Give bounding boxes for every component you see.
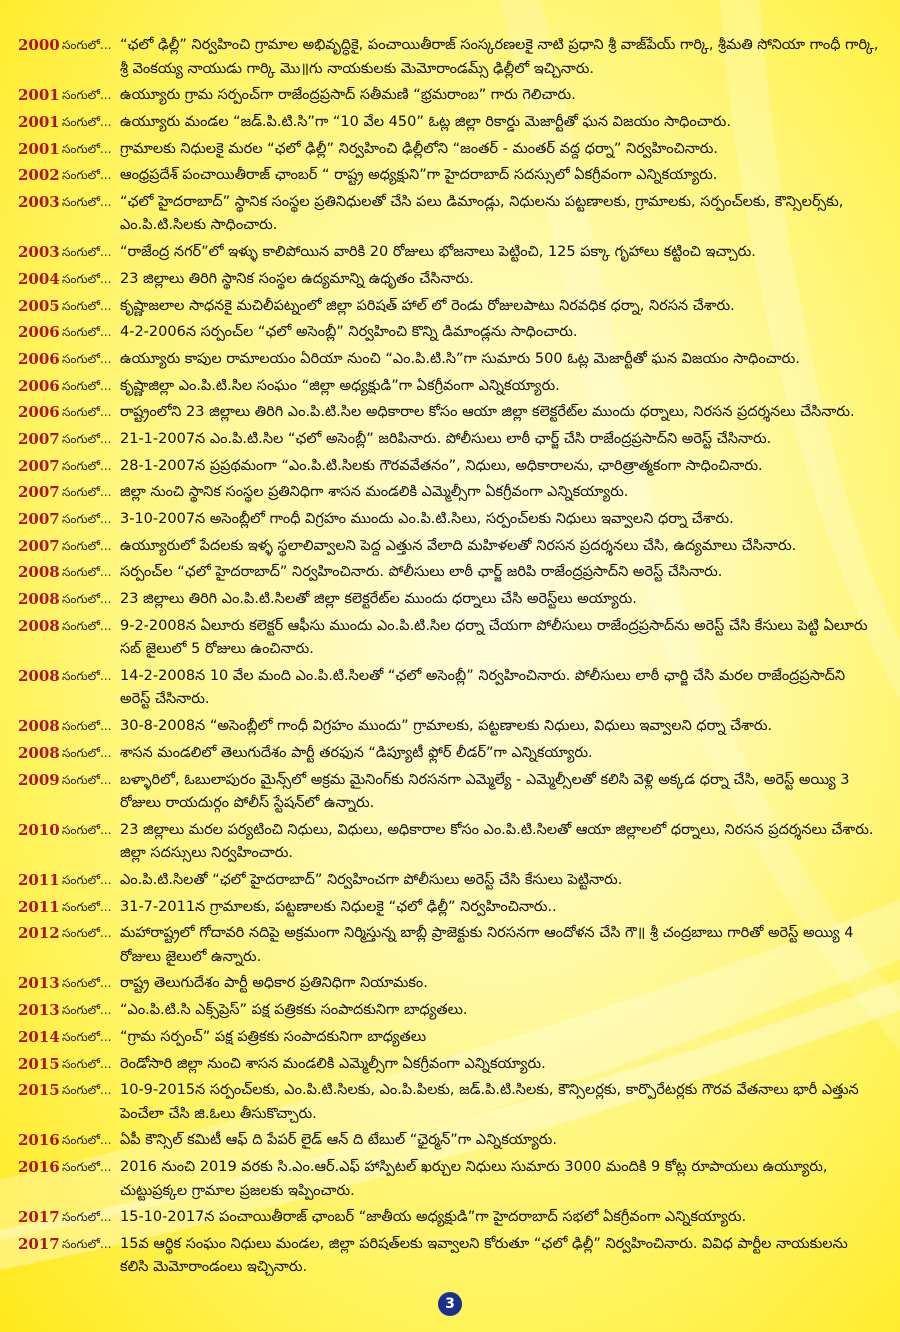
entry-year: 2008 — [18, 590, 60, 609]
entry-year: 2002 — [18, 166, 60, 185]
entry-text: “ఛలో ఢిల్లీ” నిర్వహించి గ్రామాల అభివృద్ధికై, పంచాయితీరాజ్ సంస్కరణలకై నాటి ప్రధాని శ్రీ వాజ్‌పేయ్ గార్కి, శ్రీమతి సోనియా గాంధీ గార్కి, శ్రీ వెంకయ్య నాయుడు గార్కి మొ॥గు నాయకులకు మెమోరాండమ్స్ ఢిల్లీలో ఇచ్చినారు. — [120, 37, 879, 77]
timeline-entry — [18, 321, 880, 345]
entry-text: జిల్లా నుంచి స్థానిక సంస్థల ప్రతినిధిగా శాసన మండలికి ఎమ్మెల్సీగా ఏకగ్రీవంగా ఎన్నికయ్యారు. — [120, 484, 629, 501]
entry-era-label: సంగులో... — [62, 431, 112, 446]
entry-year: 2008 — [18, 563, 60, 582]
entry-era-label: సంగులో... — [62, 1003, 112, 1018]
entry-text: ఉయ్యూరు మండల “జడ్.పి.టి.సి”గా “10 వేల 450” ఓట్ల జిల్లా రికార్డు మెజార్టీతో ఘన విజయం సాధించారు. — [120, 113, 731, 130]
entry-text: “గ్రామ సర్పంచ్” పక్ష పత్రికకు సంపాదకునిగా బాధ్యతలు — [120, 1028, 427, 1045]
timeline-entry — [18, 84, 880, 108]
entry-era-label: సంగులో... — [62, 719, 112, 734]
entry-era-label: సంగులో... — [62, 405, 112, 420]
entry-era-label: సంగులో... — [62, 1133, 112, 1148]
entry-era-label: సంగులో... — [62, 141, 112, 156]
entry-era-label: సంగులో... — [62, 245, 112, 260]
entry-era-label: సంగులో... — [62, 1236, 112, 1251]
entry-text: 31-7-2011న గ్రామాలకు, పట్టణాలకు నిధులకై “ఛలో ఢిల్లీ” నిర్వహించినారు.. — [120, 898, 557, 915]
timeline-entry — [18, 1026, 880, 1050]
entry-year: 2013 — [18, 974, 60, 993]
timeline-entry — [18, 1156, 880, 1203]
timeline-entry — [18, 561, 880, 585]
entry-text: ఆంధ్రప్రదేశ్ పంచాయితీరాజ్ ఛాంబర్ “ రాష్ట్ర అధ్యక్షుని”గా హైదరాబాద్ సదస్సులో ఏకగ్రీవంగా ఎన్నికయ్యారు. — [120, 167, 718, 184]
entry-year: 2006 — [18, 323, 60, 342]
entry-era-label: సంగులో... — [62, 1056, 112, 1071]
entry-text: రాష్ట్ర తెలుగుదేశం పార్టీ అధికార ప్రతినిధిగా నియామకం. — [120, 975, 428, 992]
entry-year: 2011 — [18, 897, 60, 916]
entry-year: 2000 — [18, 36, 60, 54]
entry-text: ఉయ్యూరు కాపుల రామాలయం ఏరియా నుంచి “ఎం.పి.టి.సి”గా సుమారు 500 ఓట్ల మెజార్టీతో ఘన విజయం సాధించారు. — [120, 350, 800, 367]
entry-year: 2011 — [18, 870, 60, 889]
entry-era-label: సంగులో... — [62, 538, 112, 553]
entry-text: ఎం.పి.టి.సిలతో “ఛలో హైదరాబాద్” నిర్వహించగా పోలీసులు అరెస్ట్ చేసి కేసులు పెట్టినారు. — [120, 871, 623, 888]
entry-era-label: సంగులో... — [62, 926, 112, 941]
timeline-entry — [18, 375, 880, 399]
entry-text: 2016 నుంచి 2019 వరకు సి.ఎం.ఆర్.ఎఫ్ హాస్పిటల్ ఖర్చుల నిధులు సుమారు 3000 మందికి 9 కోట్ల రూపాయలు ఉయ్యూరు, చుట్టుప్రక్కల గ్రామాల ప్రజలకు ఇప్పించారు. — [120, 1159, 828, 1199]
timeline-entry — [18, 819, 880, 866]
entry-text: 4-2-2006న సర్పంచ్‌ల “ఛలో అసెంబ్లీ” నిర్వహించి కొన్ని డిమాండ్లను సాధించారు. — [120, 324, 578, 341]
entry-era-label: సంగులో... — [62, 485, 112, 500]
entry-year: 2007 — [18, 483, 60, 502]
timeline-entry — [18, 715, 880, 739]
entry-year: 2017 — [18, 1208, 60, 1227]
entry-text: 14-2-2008న 10 వేల మంది ఎం.పి.టి.సిలతో “ఛలో అసెంబ్లీ” నిర్వహించినారు. పోలీసులు లాఠీ ఛార్జి చేసి మరల రాజేంద్రప్రసాద్‌ని అరెస్ట్ చేసినారు. — [120, 667, 846, 708]
timeline-entry — [18, 972, 880, 996]
entry-year: 2016 — [18, 1158, 60, 1177]
timeline-entry — [18, 481, 880, 505]
timeline-entry — [18, 111, 880, 135]
entry-era-label: సంగులో... — [62, 1210, 112, 1225]
entry-text: 10-9-2015న సర్పంచ్‌లకు, ఎం.పి.టి.సిలకు, ఎం.పి.పిలకు, జడ్.పి.టి.సిలకు, కౌన్సిలర్లకు, కార్పొరేటర్లకు గౌరవ వేతనాలు భారీ ఎత్తున పెంచేలా చేసి జి.ఓలు తీసుకొచ్చారు. — [120, 1082, 859, 1122]
entry-year: 2007 — [18, 536, 60, 555]
timeline-entry — [18, 615, 880, 662]
entry-era-label: సంగులో... — [62, 745, 112, 760]
entry-text: 15వ ఆర్థిక సంఘం నిధులు మండల, జిల్లా పరిషత్‌లకు ఇవ్వాలని కోరుతూ “ఛలో ఢిల్లీ” నిర్వహించినారు. వివిధ పార్టీల నాయకులను కలిసి మెమోరాండంలు ఇచ్చినారు. — [120, 1235, 848, 1276]
entry-year: 2012 — [18, 924, 60, 943]
entry-year: 2010 — [18, 820, 60, 839]
entry-text: 3-10-2007న అసెంబ్లీలో గాంధీ విగ్రహం ముందు ఎం.పి.టి.సిలు, సర్పంచ్‌లకు నిధులు ఇవ్వాలని ధర్నా చేశారు. — [120, 511, 734, 527]
timeline-entry — [18, 588, 880, 612]
entry-year: 2007 — [18, 456, 60, 475]
entry-era-label: సంగులో... — [62, 592, 112, 607]
entry-year: 2003 — [18, 192, 60, 211]
entry-year: 2007 — [18, 510, 60, 528]
entry-text: కృష్ణాజిల్లా ఎం.పి.టి.సిల సంఘం “జిల్లా అధ్యక్షుడి”గా ఏకగ్రీవంగా ఎన్నికయ్యారు. — [120, 377, 560, 394]
entry-year: 2008 — [18, 717, 60, 736]
entry-era-label: సంగులో... — [62, 168, 112, 183]
entry-era-label: సంగులో... — [62, 512, 112, 526]
timeline-entry — [18, 922, 880, 969]
entry-text: 21-1-2007న ఎం.పి.టి.సిల “ఛలో అసెంబ్లీ” జరిపినారు. పోలీసులు లాఠీ ఛార్జ్ చేసి రాజేంద్రప్రసాద్‌ని అరెస్ట్ చేసినారు. — [120, 430, 772, 447]
entry-year: 2017 — [18, 1234, 60, 1253]
entry-text: 23 జిల్లాలు తిరిగి స్థానిక సంస్థల ఉద్యమాన్ని ఉధృతం చేసినారు. — [120, 270, 474, 287]
entry-era-label: సంగులో... — [62, 899, 112, 914]
timeline-entry — [18, 191, 880, 238]
entry-year: 2013 — [18, 1001, 60, 1020]
entry-era-label: సంగులో... — [62, 772, 112, 787]
entry-year: 2015 — [18, 1081, 60, 1100]
timeline-entry — [18, 1206, 880, 1230]
entry-era-label: సంగులో... — [62, 194, 112, 209]
entry-era-label: సంగులో... — [62, 458, 112, 473]
entry-text: రాష్ట్రంలోని 23 జిల్లాలు తిరిగి ఎం.పి.టి.సిల అధికారాల కోసం ఆయా జిల్లా కలెక్టరేట్‌ల ముందు ధర్నాలు, నిరసన ప్రదర్శనలు చేసినారు. — [120, 404, 855, 421]
entry-era-label: సంగులో... — [62, 668, 112, 683]
entry-year: 2016 — [18, 1131, 60, 1150]
timeline-entry — [18, 999, 880, 1023]
entry-year: 2006 — [18, 349, 60, 368]
entry-era-label: సంగులో... — [62, 271, 112, 286]
entry-text: గ్రామాలకు నిధులకై మరల “ఛలో ఢిల్లీ” నిర్వహించి ఢిల్లీలోని “జంతర్ - మంతర్ వద్ద ధర్నా” నిర్వహించినారు. — [120, 140, 719, 157]
timeline-entry — [18, 428, 880, 452]
entry-era-label: సంగులో... — [62, 38, 112, 52]
timeline-entry — [18, 455, 880, 479]
entry-text: 23 జిల్లాలు మరల పర్యటించి నిధులు, విధులు, అధికారాల కోసం ఎం.పి.టి.సిలతో ఆయా జిల్లాలలో ధర్నాలు, నిరసన ప్రదర్శనలు చేశారు. జిల్లా సదస్సులు నిర్వహించారు. — [120, 821, 874, 862]
entry-text: 23 జిల్లాలు తిరిగి ఎం.పి.టి.సిలతో జిల్లా కలెక్టరేట్‌ల ముందు ధర్నాలు చేసి అరెస్ట్‌లు అయ్యారు. — [120, 591, 637, 608]
timeline-entry — [18, 1079, 880, 1126]
timeline-entry — [18, 295, 880, 319]
timeline-entry — [18, 896, 880, 920]
timeline-entry — [18, 268, 880, 292]
entry-era-label: సంగులో... — [62, 298, 112, 313]
entry-era-label: సంగులో... — [62, 872, 112, 887]
entry-text: శాసన మండలిలో తెలుగుదేశం పార్టీ తరఫున “డిప్యూటీ ఫ్లోర్ లీడర్”గా ఎన్నికయ్యారు. — [120, 744, 593, 761]
entry-text: మహారాష్ట్రలో గోదావరి నదిపై అక్రమంగా నిర్మిస్తున్న బాబ్లీ ప్రాజెక్టుకు నిరసనగా ఆందోళన చేసి గౌ॥ శ్రీ చంద్రబాబు గారితో అరెస్ట్ అయ్యి 4 రోజులు జైలులో ఉన్నారు. — [120, 925, 854, 965]
entry-year: 2001 — [18, 86, 60, 105]
timeline-entry — [18, 1129, 880, 1153]
timeline-entry — [18, 742, 880, 766]
timeline-entry — [18, 665, 880, 712]
entry-text: కృష్ణాజలాల సాధనకై మచిలీపట్నంలో జిల్లా పరిషత్ హాల్ లో రెండు రోజులపాటు నిరవధిక ధర్నా, నిరసన చేశారు. — [120, 297, 735, 314]
page-number: 3 — [438, 1292, 462, 1316]
timeline-entry — [18, 1233, 880, 1280]
entry-text: బళ్ళారిలో, ఓబులాపురం మైన్స్‌లో అక్రమ మైనింగ్‌కు నిరసనగా ఎమ్మెల్యే - ఎమ్మెల్సీలతో కలిసి వెళ్లి అక్కడ ధర్నా చేసి, అరెస్ట్ అయ్యి 3 రోజులు రాయదుర్గం పోలీస్ స్టేషన్‌లో ఉన్నారు. — [120, 771, 850, 811]
timeline-entry — [18, 401, 880, 425]
entry-year: 2006 — [18, 376, 60, 395]
timeline-entry — [18, 769, 880, 816]
timeline-entry — [18, 138, 880, 162]
timeline-entry — [18, 535, 880, 559]
entry-era-label: సంగులో... — [62, 822, 112, 837]
entry-era-label: సంగులో... — [62, 618, 112, 633]
entry-year: 2003 — [18, 243, 60, 262]
entry-text: 30-8-2008న “అసెంబ్లీలో గాంధీ విగ్రహం ముందు” గ్రామాలకు, పట్టణాలకు నిధులు, విధులు ఇవ్వాలని ధర్నా చేశారు. — [120, 718, 773, 735]
entry-year: 2008 — [18, 743, 60, 762]
entry-year: 2007 — [18, 429, 60, 448]
entry-text: ఏపీ కౌన్సిల్ కమిటీ ఆఫ్ ది పేపర్ లైడ్ ఆన్ ది టేబుల్ “ఛైర్మన్”గా ఎన్నికయ్యారు. — [120, 1132, 557, 1149]
entry-text: 15-10-2017న పంచాయితీరాజ్ ఛాంబర్ “జాతీయ అధ్యక్షుడి”గా హైదరాబాద్ సభలో ఏకగ్రీవంగా ఎన్నికయ్యారు. — [120, 1209, 747, 1226]
timeline-entry — [18, 34, 880, 81]
entry-year: 2004 — [18, 269, 60, 288]
entry-text: “ఛలో హైదరాబాద్” స్థానిక సంస్థల ప్రతినిధులతో చేసి పలు డిమాండ్లు, నిధులను పట్టణాలకు, గ్రామాలకు, సర్పంచ్‌లకు, కౌన్సిలర్స్‌కు, ఎం.పి.టి.సిలకు సాధించారు. — [120, 193, 844, 234]
entry-year: 2006 — [18, 403, 60, 422]
entry-era-label: సంగులో... — [62, 1083, 112, 1098]
timeline-entry — [18, 508, 880, 532]
entry-text: 9-2-2008న ఏలూరు కలెక్టర్ ఆఫీసు ముందు ఎం.పి.టి.సిల ధర్నా చేయగా పోలీసులు రాజేంద్రప్రసాద్‌ను అరెస్ట్ చేసి కేసులు పెట్టి ఏలూరు సబ్ జైలులో 5 రోజులు ఉంచినారు. — [120, 617, 868, 658]
timeline-entry — [18, 241, 880, 265]
timeline-entry — [18, 1053, 880, 1077]
entry-era-label: సంగులో... — [62, 976, 112, 991]
entry-era-label: సంగులో... — [62, 351, 112, 366]
entry-text: ఉయ్యూరు గ్రామ సర్పంచ్‌గా రాజేంద్రప్రసాద్ సతీమణి “భ్రమరాంబ” గారు గెలిచారు. — [120, 87, 576, 104]
entry-year: 2015 — [18, 1054, 60, 1073]
entry-text: ఉయ్యూరులో పేదలకు ఇళ్ళ స్థలాలివ్వాలని పెద్ద ఎత్తున వేలాది మహిళలతో నిరసన ప్రదర్శనలు చేసి, ఉద్యమాలు చేసినారు. — [120, 537, 797, 554]
entry-year: 2008 — [18, 616, 60, 635]
entry-text: “రాజేంద్ర నగర్”లో ఇళ్ళు కాలిపోయిన వారికి 20 రోజులు భోజనాలు పెట్టించి, 125 పక్కా గృహాలు కట్టించి ఇచ్చారు. — [120, 244, 756, 261]
entry-year: 2009 — [18, 770, 60, 789]
entry-era-label: సంగులో... — [62, 378, 112, 393]
timeline-entry — [18, 869, 880, 893]
entry-year: 2001 — [18, 139, 60, 158]
entry-era-label: సంగులో... — [62, 114, 112, 129]
entry-era-label: సంగులో... — [62, 1029, 112, 1044]
entry-year: 2005 — [18, 296, 60, 315]
entry-era-label: సంగులో... — [62, 565, 112, 580]
timeline-list — [18, 34, 880, 1283]
entry-year: 2014 — [18, 1027, 60, 1046]
entry-era-label: సంగులో... — [62, 1160, 112, 1175]
timeline-entry — [18, 164, 880, 188]
entry-era-label: సంగులో... — [62, 325, 112, 340]
entry-era-label: సంగులో... — [62, 88, 112, 103]
entry-year: 2008 — [18, 666, 60, 685]
entry-text: సర్పంచ్‌ల “ఛలో హైదరాబాద్” నిర్వహించినారు. పోలీసులు లాఠీ ఛార్జ్ జరిపి రాజేంద్రప్రసాద్‌ని అరెస్ట్ చేసినారు. — [120, 564, 723, 581]
entry-year: 2001 — [18, 112, 60, 131]
entry-text: “ఎం.పి.టి.సి ఎక్స్‌ప్రెస్” పక్ష పత్రికకు సంపాదకునిగా బాధ్యతలు. — [120, 1002, 468, 1019]
entry-text: 28-1-2007న ప్రప్రథమంగా “ఎం.పి.టి.సిలకు గౌరవవేతనం”, నిధులు, అధికారాలను, ఛారిత్రాత్మకంగా సాధించినారు. — [120, 457, 763, 474]
timeline-entry — [18, 348, 880, 372]
entry-text: రెండోసారి జిల్లా నుంచి శాసన మండలికి ఎమ్మెల్సీగా ఏకగ్రీవంగా ఎన్నికయ్యారు. — [120, 1055, 546, 1072]
